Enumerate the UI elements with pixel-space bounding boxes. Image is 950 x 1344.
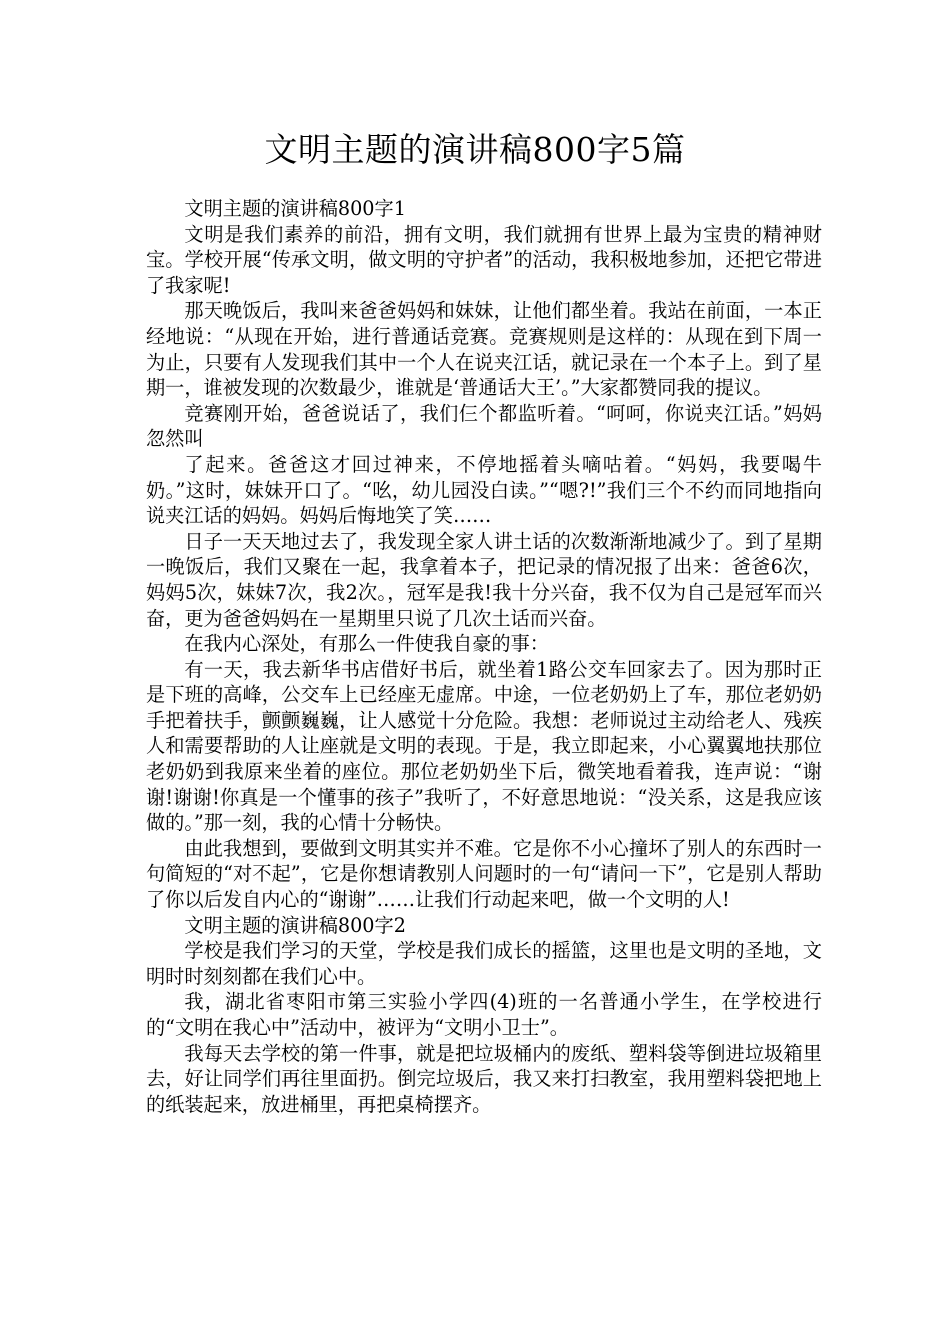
paragraph: 文明是我们素养的前沿，拥有文明，我们就拥有世界上最为宝贵的精神财宝。学校开展“传承文明，做文明的守护者”的活动，我积极地参加，还把它带进了我家呢! [146,222,822,297]
paragraph: 日子一天天地过去了，我发现全家人讲土话的次数渐渐地减少了。到了星期一晚饭后，我们又聚在一起，我拿着本子，把记录的情况报了出来：爸爸6次，妈妈5次，妹妹7次，我2次。，冠军是我!我十分兴奋，我不仅为自己是冠军而兴奋，更为爸爸妈妈在一星期里只说了几次土话而兴奋。 [146,529,822,630]
paragraph: 我，湖北省枣阳市第三实验小学四(4)班的一名普通小学生，在学校进行的“文明在我心中”活动中，被评为“文明小卫士”。 [146,990,822,1039]
paragraph: 在我内心深处，有那么一件使我自豪的事： [184,632,549,656]
paragraph: 学校是我们学习的天堂，学校是我们成长的摇篮，这里也是文明的圣地，文明时时刻刻都在我们心中。 [146,939,822,988]
section-heading: 文明主题的演讲稿800字1 [184,197,406,220]
document-title: 文明主题的演讲稿800字5篇 [264,130,686,169]
paragraph: 那天晚饭后，我叫来爸爸妈妈和妹妹，让他们都坐着。我站在前面，一本正经地说：“从现在开始，进行普通话竞赛。竞赛规则是这样的：从现在到下周一为止，只要有人发现我们其中一个人在说夹江话，就记录在一个本子上。到了星期一，谁被发现的次数最少，谁就是‘普通话大王’。”大家都赞同我的提议。 [146,299,822,400]
paragraph: 我每天去学校的第一件事，就是把垃圾桶内的废纸、塑料袋等倒进垃圾箱里去，好让同学们再往里面扔。倒完垃圾后，我又来打扫教室，我用塑料袋把地上的纸装起来，放进桶里，再把桌椅摆齐。 [146,1041,822,1116]
paragraph: 由此我想到，要做到文明其实并不难。它是你不小心撞坏了别人的东西时一句简短的“对不起”，它是你想请教别人问题时的一句“请问一下”，它是别人帮助了你以后发自内心的“谢谢”……让我们行动起来吧，做一个文明的人! [146,836,822,912]
paragraph: 有一天，我去新华书店借好书后，就坐着1路公交车回家去了。因为那时正是下班的高峰，公交车上已经座无虚席。中途，一位老奶奶上了车，那位老奶奶手把着扶手，颤颤巍巍，让人感觉十分危险。我想：老师说过主动给老人、残疾人和需要帮助的人让座就是文明的表现。于是，我立即起来，小心翼翼地扶那位老奶奶到我原来坐着的座位。那位老奶奶坐下后，微笑地看着我，连声说：“谢谢!谢谢!你真是一个懂事的孩子”我听了，不好意思地说：“没关系，这是我应该做的。”那一刻，我的心情十分畅快。 [146,657,822,835]
paragraph: 竞赛刚开始，爸爸说话了，我们仨个都监听着。“呵呵，你说夹江话。”妈妈忽然叫 [146,401,822,451]
paragraph: 了起来。爸爸这才回过神来，不停地摇着头嘀咕着。“妈妈，我要喝牛奶。”这时，妹妹开口了。“吆，幼儿园没白读。”“嗯?!”我们三个不约而同地指向说夹江话的妈妈。妈妈后悔地笑了笑…… [146,452,822,528]
section-heading: 文明主题的演讲稿800字2 [184,913,406,937]
document-body [146,196,822,1117]
